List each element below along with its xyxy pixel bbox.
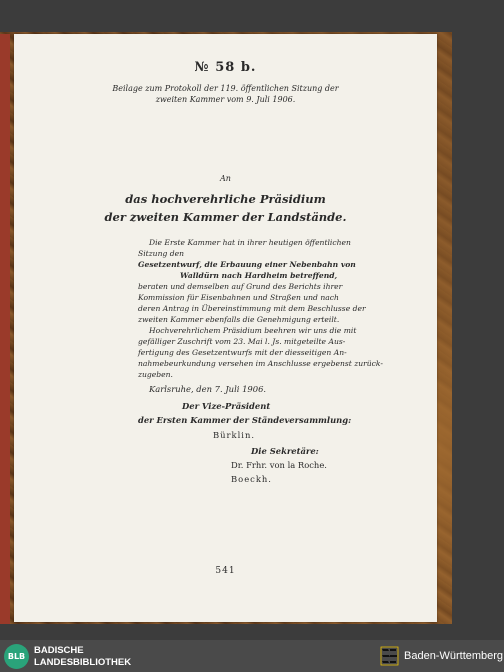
signature-name: Bürklin. <box>213 430 256 440</box>
secretary-name-2: Boeckh. <box>231 474 272 484</box>
book-spine-edge <box>0 34 10 624</box>
body-line: gefälliger Zuschrift vom 23. Mai l. Js. mitgeteilte Aus- <box>138 337 346 346</box>
body-line: deren Antrag in Übereinstimmung mit dem Beschlusse der <box>138 304 366 313</box>
document-number: № 58 b. <box>194 60 257 75</box>
blb-logo-icon[interactable] <box>4 644 29 669</box>
body-line: beraten und demselben auf Grund des Berichts ihrer <box>138 282 343 291</box>
body-line: Walldürn nach Hardheim betreffend, <box>180 271 338 280</box>
subtitle-line-2: zweiten Kammer vom 9. Juli 1906. <box>155 95 296 104</box>
page-number: 541 <box>215 566 236 576</box>
library-name-link[interactable] <box>34 645 131 668</box>
body-line: nahmebeurkundung versehen im Anschlusse ergebenst zurück- <box>138 359 383 368</box>
signature-title-1: Der Vize-Präsident <box>182 401 271 411</box>
body-line: Kommission für Eisenbahnen und Straßen und nach <box>138 293 339 302</box>
baden-wuerttemberg-lions-icon <box>380 646 399 666</box>
body-line: Die Erste Kammer hat in ihrer heutigen öffentlichen <box>149 238 351 247</box>
addressee-line-1: das hochverehrliche Präsidium <box>125 192 326 206</box>
library-name-line-2: LANDESBIBLIOTHEK <box>34 656 132 668</box>
body-line: zugeben. <box>138 370 173 379</box>
subtitle-line-1: Beilage zum Protokoll der 119. öffentlichen Sitzung der <box>112 84 339 93</box>
body-line: fertigung des Gesetzentwurfs mit der diesseitigen An- <box>138 348 347 357</box>
addressee-intro: An <box>220 174 231 183</box>
document-page <box>14 34 437 622</box>
body-line: Gesetzentwurf, die Erbauung einer Nebenbahn von <box>138 260 356 269</box>
signature-title-2: der Ersten Kammer der Ständeversammlung: <box>138 415 352 425</box>
state-name-link[interactable]: Baden-Württemberg <box>404 650 504 662</box>
place-date: Karlsruhe, den 7. Juli 1906. <box>149 384 267 394</box>
body-line: zweiten Kammer ebenfalls die Genehmigung erteilt. <box>138 315 340 324</box>
body-line: Sitzung den <box>138 249 184 258</box>
secretary-title: Die Sekretäre: <box>251 446 319 456</box>
addressee-line-2: der zweiten Kammer der Landstände. <box>104 210 347 224</box>
body-line: Hochverehrlichem Präsidium beehren wir uns die mit <box>149 326 357 335</box>
library-name-line-1: BADISCHE <box>34 645 84 656</box>
blb-logo-text: BLB <box>7 652 26 661</box>
secretary-name-1: Dr. Frhr. von la Roche. <box>231 460 327 470</box>
